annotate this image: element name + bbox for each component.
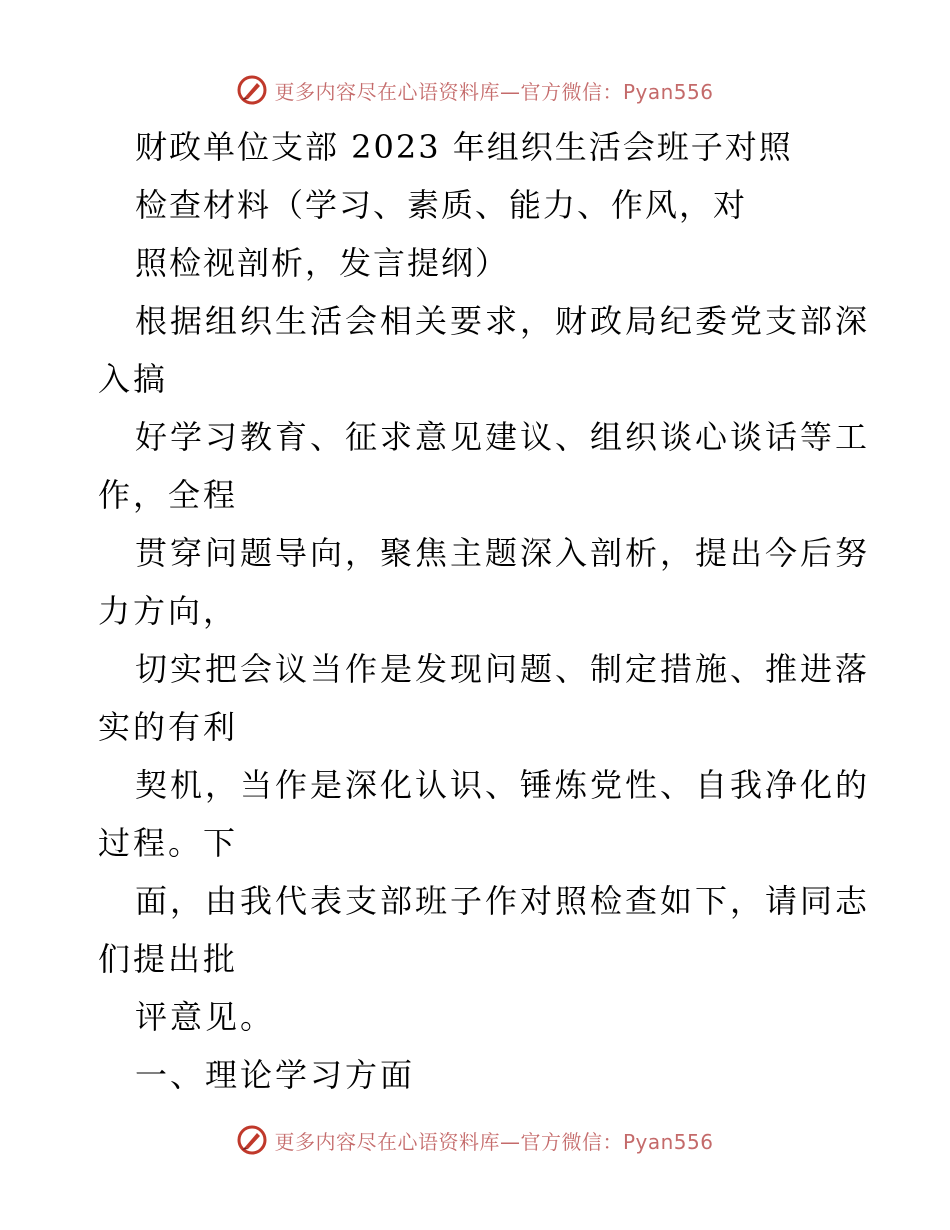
paragraph-line: 评意见。 bbox=[135, 998, 276, 1036]
paragraph-line: 入搞 bbox=[98, 360, 169, 398]
title-line-1: 财政单位支部 2023 年组织生活会班子对照 bbox=[135, 128, 793, 166]
header-watermark bbox=[0, 70, 950, 110]
title-line-2: 检查材料（学习、素质、能力、作风，对 bbox=[135, 186, 748, 224]
section-heading: 一、理论学习方面 bbox=[135, 1056, 416, 1094]
paragraph-line: 切实把会议当作是发现问题、制定措施、推进落 bbox=[135, 650, 871, 688]
paragraph-line: 过程。下 bbox=[98, 824, 239, 862]
paragraph-line: 契机，当作是深化认识、锤炼党性、自我净化的 bbox=[135, 766, 871, 804]
title-line-3: 照检视剖析，发言提纲） bbox=[135, 244, 510, 282]
paragraph-line: 贯穿问题导向，聚焦主题深入剖析，提出今后努 bbox=[135, 534, 871, 572]
paragraph-line: 力方向， bbox=[98, 592, 239, 630]
watermark-text: 更多内容尽在心语资料库—官方微信：Pyan556 bbox=[274, 1129, 714, 1154]
footer-watermark bbox=[0, 1120, 950, 1160]
pen-circle-logo-icon bbox=[236, 1124, 268, 1156]
paragraph-line: 作，全程 bbox=[98, 476, 239, 514]
paragraph-line: 根据组织生活会相关要求，财政局纪委党支部深 bbox=[135, 302, 871, 340]
paragraph-line: 好学习教育、征求意见建议、组织谈心谈话等工 bbox=[135, 418, 871, 456]
paragraph-line: 们提出批 bbox=[98, 940, 239, 978]
pen-circle-logo-icon bbox=[236, 74, 268, 106]
paragraph-line: 面，由我代表支部班子作对照检查如下，请同志 bbox=[135, 882, 871, 920]
paragraph-line: 实的有利 bbox=[98, 708, 239, 746]
watermark-text: 更多内容尽在心语资料库—官方微信：Pyan556 bbox=[274, 79, 714, 104]
